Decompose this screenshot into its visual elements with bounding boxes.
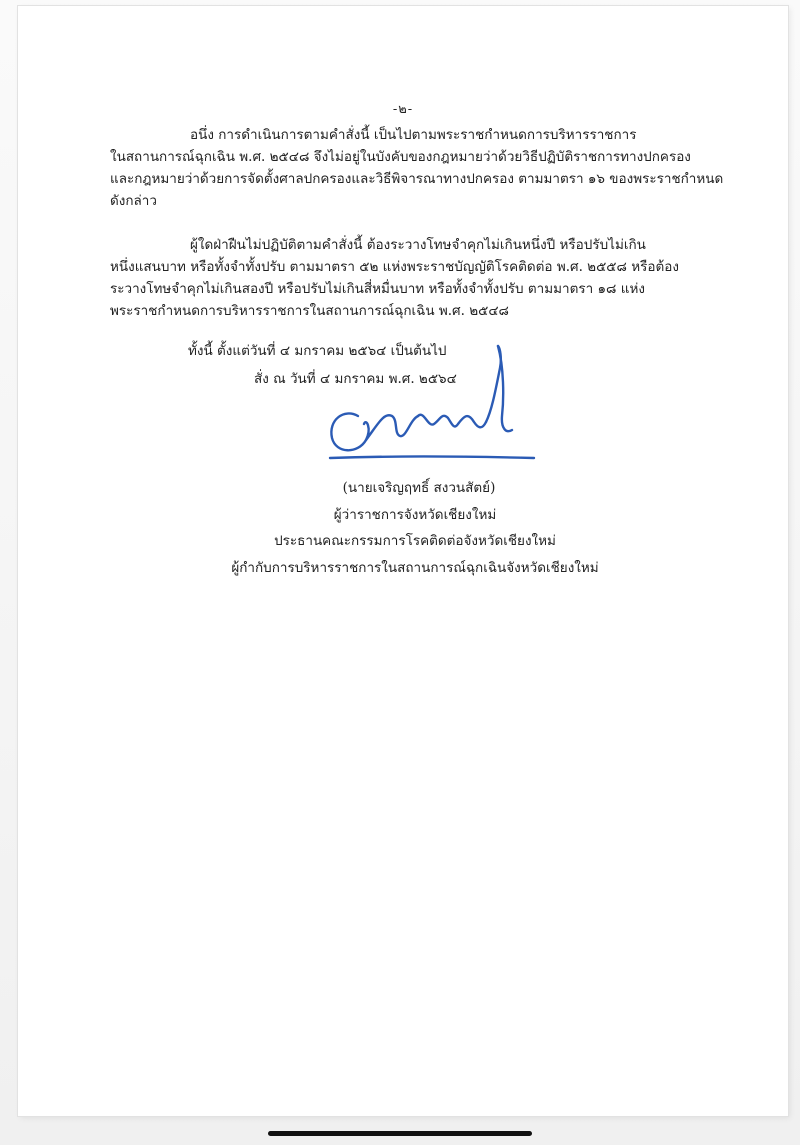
home-indicator[interactable] [268,1131,532,1136]
paragraph-line: พระราชกำหนดการบริหารราชการในสถานการณ์ฉุกเฉิน พ.ศ. ๒๕๔๘ [110,303,509,319]
paragraph-legal-basis [110,124,724,212]
page-number: -๒- [392,102,414,117]
signed-date: สั่ง ณ วันที่ ๔ มกราคม พ.ศ. ๒๕๖๔ [254,371,457,387]
paragraph-line: และกฎหมายว่าด้วยการจัดตั้งศาลปกครองและวิธีพิจารณาทางปกครอง ตามมาตรา ๑๖ ของพระราชกำหนด [110,171,724,187]
paragraph-line: ระวางโทษจำคุกไม่เกินสองปี หรือปรับไม่เกินสี่หมื่นบาท หรือทั้งจำทั้งปรับ ตามมาตรา ๑๘ แห่ง [110,281,645,297]
paragraph-line: อนึ่ง การดำเนินการตามคำสั่งนี้ เป็นไปตามพระราชกำหนดการบริหารราชการ [190,127,637,143]
effective-date: ทั้งนี้ ตั้งแต่วันที่ ๔ มกราคม ๒๕๖๔ เป็นต้นไป [188,343,447,359]
signatory-position: ประธานคณะกรรมการโรคติดต่อจังหวัดเชียงใหม่ [274,533,556,549]
paragraph-line: ดังกล่าว [110,193,157,209]
signatory-position: ผู้กำกับการบริหารราชการในสถานการณ์ฉุกเฉินจังหวัดเชียงใหม่ [231,560,599,576]
paragraph-penalty [110,234,710,322]
paragraph-line: หนึ่งแสนบาท หรือทั้งจำทั้งปรับ ตามมาตรา ๕๒ แห่งพระราชบัญญัติโรคติดต่อ พ.ศ. ๒๕๕๘ หรือต้อง [110,259,679,275]
paragraph-line: ผู้ใดฝ่าฝืนไม่ปฏิบัติตามคำสั่งนี้ ต้องระวางโทษจำคุกไม่เกินหนึ่งปี หรือปรับไม่เกิน [190,237,646,253]
signatory-name: (นายเจริญฤทธิ์ สงวนสัตย์) [342,480,496,496]
paragraph-line: ในสถานการณ์ฉุกเฉิน พ.ศ. ๒๕๔๘ จึงไม่อยู่ในบังคับของกฎหมายว่าด้วยวิธีปฏิบัติราชการทางปกครอง [110,149,691,165]
handwritten-signature [306,338,536,468]
document-page[interactable] [18,6,788,1116]
signatory-position: ผู้ว่าราชการจังหวัดเชียงใหม่ [333,507,497,523]
